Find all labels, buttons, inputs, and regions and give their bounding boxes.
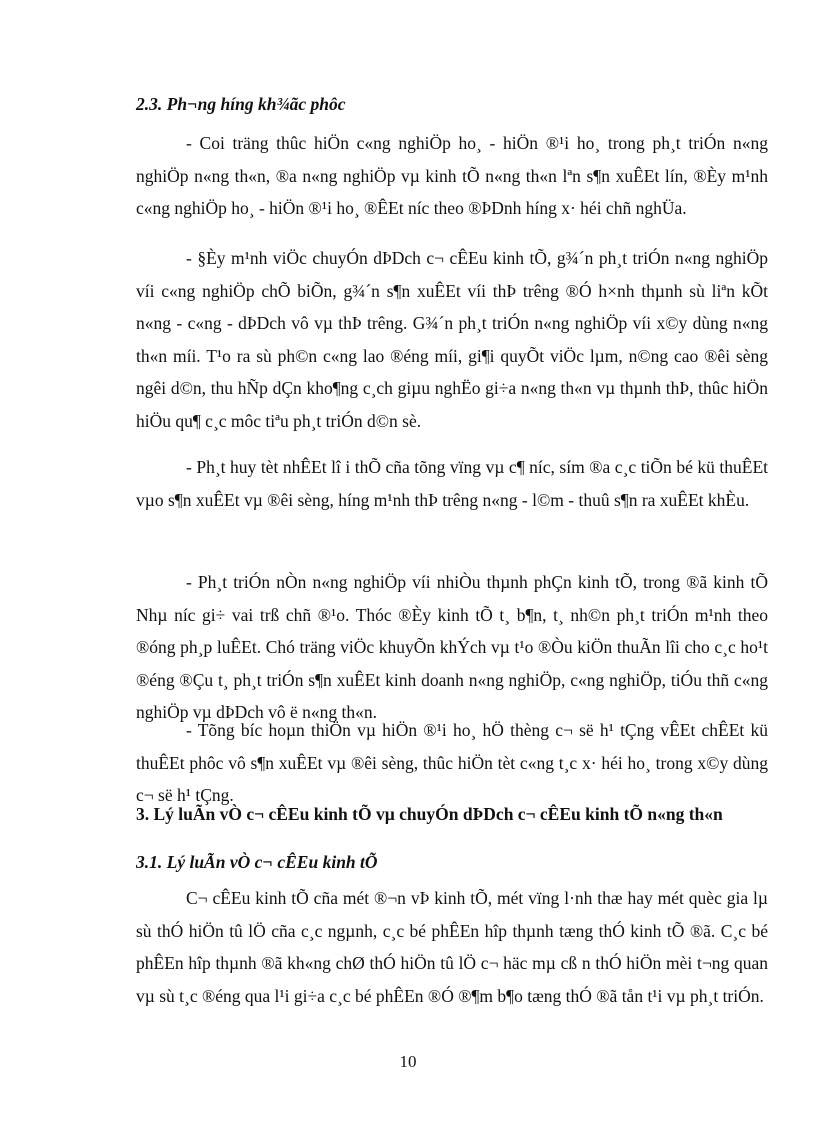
paragraph-2: - §Èy m¹nh viÖc chuyÓn dÞDch c¬ cÊEu kinh tÕ, g¾´n ph¸t triÓn n«ng nghiÖp víi c«ng nghiÖp chÕ biÕn, g¾´n s¶n xuÊEt víi thÞ trêng ®Ó h×nh thµnh sù liªn kÕt n«ng - c«ng - dÞDch vô vµ thÞ trêng. G¾´n ph¸t triÓn n«ng nghiÖp víi x©y dùng n«ng th«n míi. T¹o ra sù ph©n c«ng lao ®éng míi, gi¶i quyÕt viÖc lµm, n©ng cao ®êi sèng ngêi d©n, thu hÑp dÇn kho¶ng c¸ch giµu nghËo gi÷a n«ng th«n vµ thµnh thÞ, thûc hiÖn hiÖu qu¶ c¸c môc tiªu ph¸t triÓn d©n sè.: [136, 248, 768, 431]
paragraph-6: C¬ cÊEu kinh tÕ cña mét ®¬n vÞ kinh tÕ, mét vïng l·nh thæ hay mét quèc gia lµ sù thÓ hiÖn tû lÖ cña c¸c ngµnh, c¸c bé phÊEn hîp thµnh tæng thÓ kinh tÕ ®ã. C¸c bé phÊEn hîp thµnh ®ã kh«ng chØ thÓ hiÖn tû lÖ c¬ häc mµ cß n thÓ hiÖn mèi t¬ng quan vµ sù t¸c ®éng qua l¹i gi÷a c¸c bé phÊEn ®Ó ®¶m b¶o tæng thÓ ®ã tån t¹i vµ ph¸t triÓn.: [136, 888, 768, 1006]
section-heading-3: 3. Lý luÃn vÒ c¬ cÊEu kinh tÕ vµ chuyÓn dÞDch c¬ cÊEu kinh tÕ n«ng th«n: [136, 804, 723, 824]
section-heading-2-3: 2.3. Ph¬ng híng kh¾ãc phôc: [136, 94, 346, 114]
paragraph-4: - Ph¸t triÓn nÒn n«ng nghiÖp víi nhiÒu thµnh phÇn kinh tÕ, trong ®ã kinh tÕ Nhµ níc gi÷ vai trß chñ ®¹o. Thóc ®Èy kinh tÕ t¸ b¶n, t¸ nh©n ph¸t triÓn m¹nh theo ®óng ph¸p luÊEt. Chó träng viÖc khuyÕn khÝch vµ t¹o ®Òu kiÖn thuÃn lîi cho c¸c ho¹t ®éng ®Çu t¸ ph¸t triÓn s¶n xuÊEt kinh doanh n«ng nghiÖp, c«ng nghiÖp, tiÓu thñ c«ng nghiÖp vµ dÞDch vô ë n«ng th«n.: [136, 572, 768, 722]
page-number: 10: [399, 1052, 417, 1071]
section-heading-3-1: 3.1. Lý luÃn vÒ c¬ cÊEu kinh tÕ: [136, 852, 378, 872]
paragraph-3: - Ph¸t huy tèt nhÊEt lî i thÕ cña tõng vïng vµ c¶ níc, sím ®a c¸c tiÕn bé kü thuÊEt vµo s¶n xuÊEt vµ ®êi sèng, híng m¹nh thÞ trêng n«ng - l©m - thuû s¶n ra xuÊEt khÈu.: [136, 457, 768, 510]
paragraph-1: - Coi träng thûc hiÖn c«ng nghiÖp ho¸ - hiÖn ®¹i ho¸ trong ph¸t triÓn n«ng nghiÖp n«ng th«n, ®a n«ng nghiÖp vµ kinh tÕ n«ng th«n lªn s¶n xuÊEt lín, ®Èy m¹nh c«ng nghiÖp ho¸ - hiÖn ®¹i ho¸ ®ÊEt níc theo ®ÞDnh híng x· héi chñ nghÜa.: [136, 133, 768, 218]
paragraph-5: - Tõng bíc hoµn thiÖn vµ hiÖn ®¹i ho¸ hÖ thèng c¬ së h¹ tÇng vÊEt chÊEt kü thuÊEt phôc vô s¶n xuÊEt vµ ®êi sèng, thûc hiÖn tèt c«ng t¸c x· héi ho¸ trong x©y dùng c¬ së h¹ tÇng.: [136, 720, 768, 805]
